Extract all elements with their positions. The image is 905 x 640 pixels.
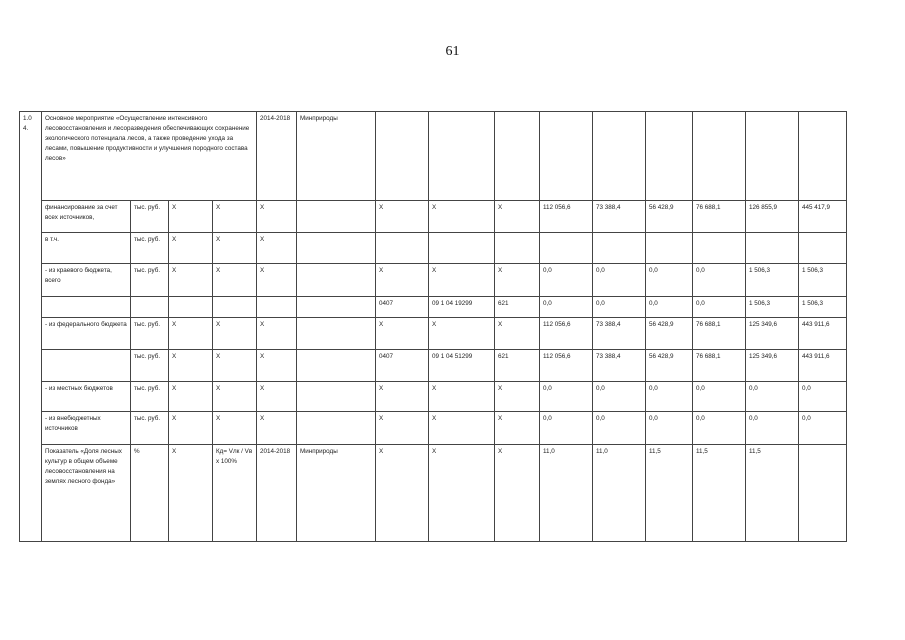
table-row: [20, 201, 847, 233]
table-cell: 11,5: [646, 445, 693, 542]
table-cell: Х: [169, 445, 213, 542]
table-cell: 56 428,9: [646, 201, 693, 233]
table-cell: 2014-2018: [257, 445, 297, 542]
table-cell: [495, 112, 540, 201]
table-cell: Х: [213, 201, 257, 233]
table-cell: Х: [376, 264, 429, 297]
table-cell: тыс. руб.: [131, 233, 169, 264]
table-cell: %: [131, 445, 169, 542]
table-cell: 0,0: [593, 382, 646, 412]
table-cell: тыс. руб.: [131, 201, 169, 233]
table-cell: [593, 233, 646, 264]
table-cell: тыс. руб.: [131, 264, 169, 297]
table-cell: 1 506,3: [799, 264, 847, 297]
table-cell: 73 388,4: [593, 201, 646, 233]
table-cell: 76 688,1: [693, 350, 746, 382]
table-cell: 112 056,6: [540, 350, 593, 382]
table-cell: тыс. руб.: [131, 318, 169, 350]
table-cell: Х: [495, 264, 540, 297]
budget-table: [19, 111, 847, 542]
table-cell: [799, 112, 847, 201]
table-cell: 125 349,6: [746, 318, 799, 350]
table-cell: 09 1 04 51299: [429, 350, 495, 382]
table-cell: Х: [376, 412, 429, 445]
table-cell: 0,0: [646, 412, 693, 445]
table-cell: 09 1 04 19299: [429, 297, 495, 318]
table-cell: Х: [169, 201, 213, 233]
table-row: [20, 350, 847, 382]
table-row: [20, 412, 847, 445]
table-cell: [376, 112, 429, 201]
table-cell: Х: [429, 201, 495, 233]
table-cell: [297, 318, 376, 350]
table-cell: Х: [429, 445, 495, 542]
table-cell: Х: [169, 350, 213, 382]
table-cell: [799, 233, 847, 264]
table-cell: 0,0: [646, 264, 693, 297]
table-cell: тыс. руб.: [131, 350, 169, 382]
table-cell: Х: [376, 318, 429, 350]
table-cell: 0407: [376, 350, 429, 382]
table-cell: [297, 233, 376, 264]
table-cell: Х: [257, 350, 297, 382]
table-row: [20, 112, 847, 201]
table-cell: [540, 233, 593, 264]
table-cell: [213, 297, 257, 318]
table-cell: 112 056,6: [540, 318, 593, 350]
table-cell: 0,0: [693, 264, 746, 297]
table-cell: 125 349,6: [746, 350, 799, 382]
table-row: [20, 264, 847, 297]
table-row: [20, 445, 847, 542]
table-cell: 0,0: [540, 297, 593, 318]
table-cell: Х: [169, 412, 213, 445]
table-cell: Х: [495, 412, 540, 445]
table-cell: Х: [213, 412, 257, 445]
table-cell: Х: [257, 318, 297, 350]
table-cell: 443 911,6: [799, 318, 847, 350]
table-cell: Х: [257, 201, 297, 233]
table-cell: 0,0: [693, 297, 746, 318]
table-row: [20, 297, 847, 318]
table-cell: Минприроды: [297, 445, 376, 542]
table-cell: Х: [257, 233, 297, 264]
table-cell: [297, 350, 376, 382]
table-cell: 11,5: [746, 445, 799, 542]
table-cell: [429, 233, 495, 264]
table-cell: 0,0: [746, 382, 799, 412]
table-cell: 0,0: [746, 412, 799, 445]
table-cell: Х: [213, 233, 257, 264]
table-cell: 1 506,3: [799, 297, 847, 318]
table-cell: [540, 112, 593, 201]
table-cell: Х: [213, 264, 257, 297]
table-cell: 445 417,9: [799, 201, 847, 233]
table-cell: Х: [376, 382, 429, 412]
table-cell: Х: [257, 412, 297, 445]
table-cell: 73 388,4: [593, 350, 646, 382]
row-label-cell: финансирование за счет всех источников,: [42, 201, 131, 233]
table-cell: [376, 233, 429, 264]
table-cell: [257, 297, 297, 318]
table-cell: 0,0: [799, 382, 847, 412]
table-cell: 0,0: [646, 297, 693, 318]
table-cell: [429, 112, 495, 201]
table-cell: Х: [213, 318, 257, 350]
table-cell: 1 506,3: [746, 297, 799, 318]
table-cell: 1 506,3: [746, 264, 799, 297]
table-cell: [646, 112, 693, 201]
row-label-cell: [42, 350, 131, 382]
table-row: [20, 233, 847, 264]
table-cell: Х: [429, 318, 495, 350]
table-cell: 73 388,4: [593, 318, 646, 350]
table-cell: [169, 297, 213, 318]
table-cell: [297, 201, 376, 233]
table-cell: 0,0: [799, 412, 847, 445]
table-cell: 0,0: [540, 412, 593, 445]
table-cell: Х: [257, 382, 297, 412]
table-cell: Х: [429, 382, 495, 412]
table-cell: Х: [257, 264, 297, 297]
table-cell: Х: [495, 445, 540, 542]
table-cell: 0,0: [693, 382, 746, 412]
table-cell: 126 855,9: [746, 201, 799, 233]
table-cell: Х: [495, 318, 540, 350]
table-cell: [693, 112, 746, 201]
table-cell: Х: [495, 201, 540, 233]
table-row: [20, 382, 847, 412]
table-cell: Х: [213, 382, 257, 412]
table-cell: Х: [429, 264, 495, 297]
row-label-cell: - из местных бюджетов: [42, 382, 131, 412]
table-cell: тыс. руб.: [131, 382, 169, 412]
row-label-cell: - из внебюджетных источников: [42, 412, 131, 445]
row-label-cell: [42, 297, 131, 318]
table-cell: [297, 264, 376, 297]
table-cell: [297, 412, 376, 445]
table-cell: Х: [169, 382, 213, 412]
table-cell: [593, 112, 646, 201]
table-cell: 76 688,1: [693, 201, 746, 233]
table-cell: 2014-2018: [257, 112, 297, 201]
row-label-cell: - из краевого бюджета, всего: [42, 264, 131, 297]
row-label-cell: Показатель «Доля лесных культур в общем объеме лесовосстановления на землях лесного фонда»: [42, 445, 131, 542]
table-cell: [297, 297, 376, 318]
table-cell: 56 428,9: [646, 350, 693, 382]
row-label-cell: - из федерального бюджета: [42, 318, 131, 350]
table-cell: Минприроды: [297, 112, 376, 201]
table-cell: Х: [376, 445, 429, 542]
table-cell: Кд= Vлк / Vв х 100%: [213, 445, 257, 542]
table-cell: [646, 233, 693, 264]
table-cell: 112 056,6: [540, 201, 593, 233]
table-cell: Х: [169, 264, 213, 297]
table-cell: Х: [169, 233, 213, 264]
table-cell: 0,0: [540, 382, 593, 412]
table-cell: [131, 297, 169, 318]
table-cell: тыс. руб.: [131, 412, 169, 445]
table-cell: 56 428,9: [646, 318, 693, 350]
table-cell: Х: [213, 350, 257, 382]
table-cell: 11,5: [693, 445, 746, 542]
table-cell: 11,0: [540, 445, 593, 542]
table-cell: [746, 112, 799, 201]
row-number-cell: 1.0 4.: [20, 112, 42, 542]
table-cell: 0,0: [540, 264, 593, 297]
table-cell: [799, 445, 847, 542]
table-cell: 0,0: [593, 264, 646, 297]
table-cell: Х: [495, 382, 540, 412]
table-cell: 0,0: [593, 412, 646, 445]
table-cell: 0,0: [593, 297, 646, 318]
table-cell: Х: [429, 412, 495, 445]
table-cell: [746, 233, 799, 264]
table-cell: 0407: [376, 297, 429, 318]
table-cell: [693, 233, 746, 264]
table-cell: 621: [495, 350, 540, 382]
table-cell: 0,0: [646, 382, 693, 412]
table-cell: 443 911,6: [799, 350, 847, 382]
page-number: 61: [445, 44, 460, 59]
table-cell: Х: [169, 318, 213, 350]
table-row: [20, 318, 847, 350]
activity-name-cell: Основное мероприятие «Осуществление интенсивного лесовосстановления и лесоразведения обеспечивающих сохранение экологического потенциала лесов, а также проведение ухода за лесами, повышение продуктивности и улучшения породного состава лесов»: [42, 112, 257, 201]
table-cell: 11,0: [593, 445, 646, 542]
table-cell: 0,0: [693, 412, 746, 445]
table-cell: 621: [495, 297, 540, 318]
table-cell: Х: [376, 201, 429, 233]
table-cell: [297, 382, 376, 412]
table-cell: [495, 233, 540, 264]
row-label-cell: в т.ч.: [42, 233, 131, 264]
table-cell: 76 688,1: [693, 318, 746, 350]
